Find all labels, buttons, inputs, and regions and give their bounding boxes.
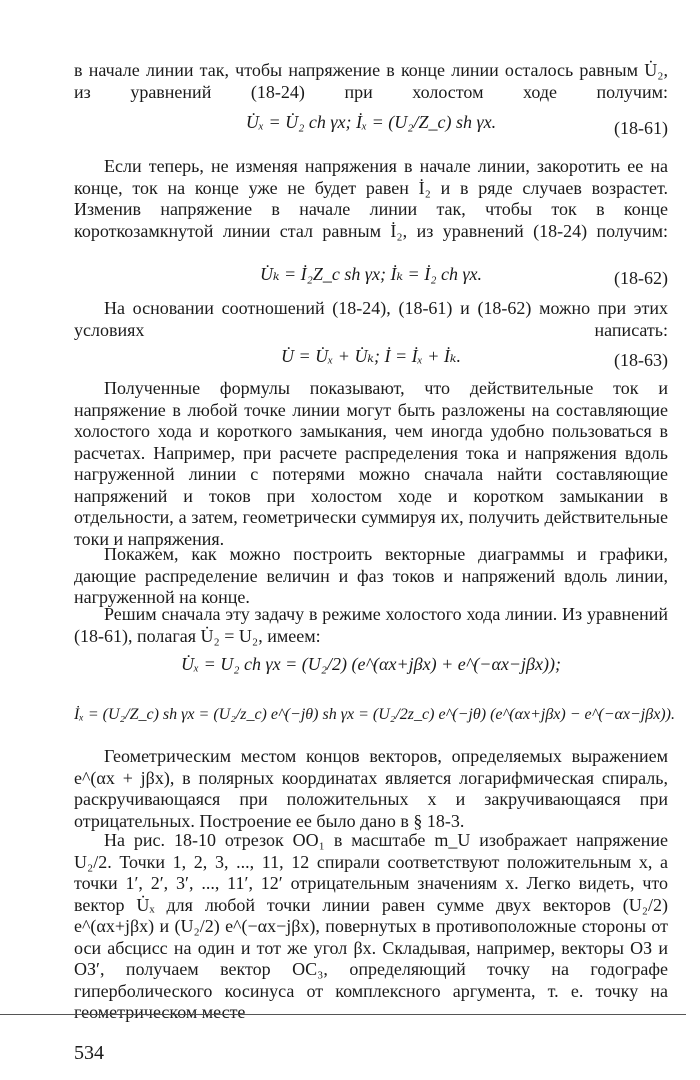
paragraph-diagrams: Покажем, как можно построить векторные диаграммы и графики, дающие распределение величин и фаз токов и напряжений вдоль линии, нагруженной на конце.	[74, 544, 668, 607]
equation-18-61	[74, 112, 668, 133]
paragraph-relations: На основании соотношений (18-24), (18-61) и (18-62) можно при этих условиях написать:	[74, 298, 668, 340]
footer-rule	[0, 1014, 686, 1015]
equation-text: U̇ₓ = U₂ ch γx = (U₂/2) (e^(αx+jβx) + e^(−αx−jβx));	[181, 654, 561, 674]
equation-18-63	[74, 346, 668, 367]
equation-number: (18-63)	[614, 350, 668, 370]
equation-18-62	[74, 264, 668, 285]
equation-number: (18-61)	[614, 118, 668, 138]
equation-text: U̇ₓ = U̇₂ ch γx; İₓ = (U₂/Z_c) sh γx.	[245, 112, 497, 132]
equation-ix	[74, 706, 675, 724]
equation-number: (18-62)	[614, 268, 668, 288]
equation-ux	[74, 654, 668, 675]
equation-text: U̇ₖ = İ₂Z_c sh γx; İₖ = İ₂ ch γx.	[259, 264, 483, 284]
paragraph-spiral: Геометрическим местом концов векторов, определяемых выражением e^(αx + jβx), в полярных координатах является логарифмическая спираль, раскручивающаяся при положительных x и закручивающаяся при отрицательных. Построение ее было дано в § 18-3.	[74, 746, 668, 831]
page-number: 534	[74, 1042, 104, 1064]
paragraph-continuation: в начале линии так, чтобы напряжение в конце линии осталось равным U̇₂, из уравнений (18-24) при холостом ходе получим:	[74, 60, 668, 102]
paragraph-figure: На рис. 18-10 отрезок OO₁ в масштабе m_U изображает напряжение U₂/2. Точки 1, 2, 3, ..., 11, 12 спирали соответствуют положительным x, а точки 1′, 2′, 3′, ..., 11′, 12′ отрицательным значениям x. Легко видеть, что вектор U̇ₓ для любой точки линии равен сумме двух векторов (U₂/2) e^(αx+jβx) и (U₂/2) e^(−αx−jβx), повернутых в противоположные стороны от оси абсцисс на один и тот же угол βx. Складывая, например, векторы OЗ и OЗ′, получаем вектор OC₃, определяющий точку на годографе гиперболического косинуса от комплексного аргумента, т. е. точку на геометрическом месте	[74, 830, 668, 1022]
paragraph-formulas: Полученные формулы показывают, что действительные ток и напряжение в любой точке линии могут быть разложены на составляющие холостого хода и короткого замыкания, чем иногда удобно пользоваться в расчетах. Например, при расчете распределения тока и напряжения вдоль нагруженной линии с потерями можно сначала найти составляющие напряжений и токов при холостом ходе и коротком замыкании в отдельности, а затем, геометрически суммируя их, получить действительные токи и напряжения.	[74, 378, 668, 549]
paragraph-open-circuit: Решим сначала эту задачу в режиме холостого хода линии. Из уравнений (18-61), полагая U̇₂ = U₂, имеем:	[74, 604, 668, 646]
paragraph-short-circuit: Если теперь, не изменяя напряжения в начале линии, закоротить ее на конце, ток на конце уже не будет равен İ₂ и в ряде случаев возрастет. Изменив напряжение в начале линии так, чтобы ток в конце короткозамкнутой линии стал равным İ₂, из уравнений (18-24) получим:	[74, 156, 668, 241]
equation-text: İₓ = (U₂/Z_c) sh γx = (U₂/z_c) e^(−jθ) sh γx = (U₂/2z_c) e^(−jθ) (e^(αx+jβx) − e^(−αx−jβx)).	[74, 706, 675, 723]
equation-text: U̇ = U̇ₓ + U̇ₖ; İ = İₓ + İₖ.	[281, 346, 461, 366]
